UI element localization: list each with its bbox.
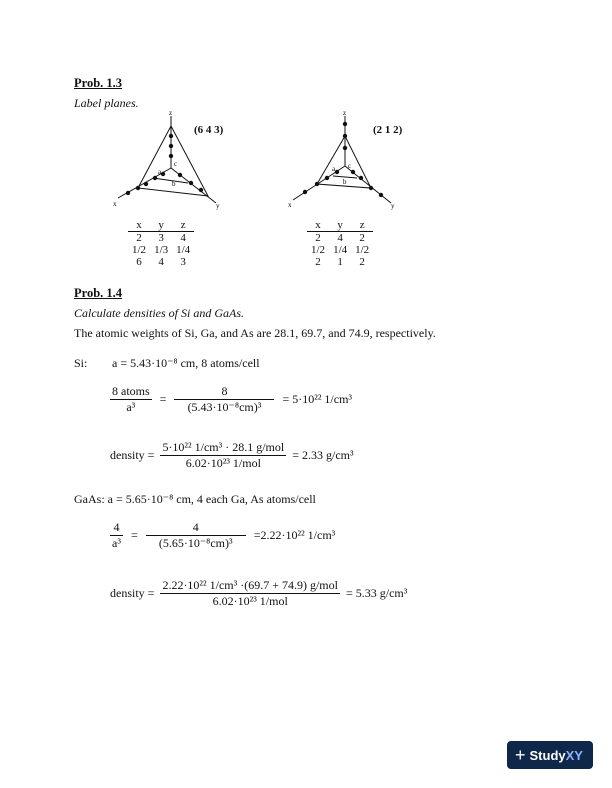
- si-label: Si:: [74, 356, 88, 370]
- fraction: $\frac{4}{\text{a³}}$: [112, 520, 121, 550]
- prob14-title: Prob. 1.4: [74, 286, 123, 300]
- table-cell: 3: [180, 256, 186, 268]
- gaas-lattice-line: GaAs: a = 5.65·10⁻⁸ cm, 4 each Ga, As atoms/cell: [74, 492, 316, 506]
- fraction: $\frac{4}{\text{(5.65·10⁻⁸cm)³}}$: [146, 520, 246, 551]
- brand-name: StudyXY: [529, 747, 583, 763]
- table-head: z: [351, 219, 373, 232]
- gaas-atom-density-equation: $\frac{4}{\text{a³}}$ = $\frac{4}{\text{(5.65·10⁻⁸cm)³}}$ =2.22·10²² 1/cm³: [112, 520, 336, 550]
- axis-x-label: x: [113, 200, 117, 208]
- table-cell: 2: [359, 256, 365, 268]
- fraction: $\frac{8}{\text{(5.43·10⁻⁸cm)³}}$: [174, 384, 274, 415]
- fraction: $\frac{\text{8 atoms}}{\text{a³}}$: [112, 384, 150, 414]
- table-cell: 1/2: [355, 244, 370, 256]
- fraction: $\frac{\text{5·10²² 1/cm³ · 28.1 g/mol}}{\text{6.02·10²³ 1/mol}}$: [162, 440, 285, 470]
- table-cell: 1/3: [154, 244, 169, 256]
- point-c-label: c: [348, 162, 352, 170]
- axis-z-label: z: [343, 109, 347, 117]
- table-cell: 6: [136, 256, 142, 268]
- si-lattice-line: a = 5.43·10⁻⁸ cm, 8 atoms/cell: [112, 356, 260, 370]
- table-head: y: [150, 219, 172, 232]
- point-a-label: a: [158, 168, 162, 176]
- axis-y-label: y: [216, 202, 220, 210]
- fraction: $\frac{\text{2.22·10²² 1/cm³ ·(69.7 + 74.9) g/mol}}{\text{6.02·10²³ 1/mol}}$: [162, 578, 338, 608]
- table-cell: 1/2: [311, 244, 326, 256]
- prob13-subtitle: Label planes.: [74, 96, 139, 110]
- point-a-label: a: [332, 165, 336, 173]
- point-b-label: b: [172, 180, 176, 188]
- table-cell: 1/2: [132, 244, 147, 256]
- table-cell: 2: [315, 256, 321, 268]
- table-cell: 4: [180, 232, 186, 244]
- table-cell: 4: [158, 256, 164, 268]
- table-cell: 2: [359, 232, 365, 244]
- plus-icon: +: [515, 744, 526, 765]
- studyxy-badge[interactable]: [507, 741, 593, 769]
- point-c-label: c: [174, 160, 178, 168]
- table-cell: 2: [315, 232, 321, 244]
- table-cell: 1/4: [176, 244, 191, 256]
- axis-z-label: z: [169, 109, 173, 117]
- miller-table-643: [128, 219, 194, 268]
- si-atom-density-equation: $\frac{\text{8 atoms}}{\text{a³}}$ = $\frac{8}{\text{(5.43·10⁻⁸cm)³}}$ = 5·10²² 1/cm³: [112, 384, 353, 414]
- table-head: x: [307, 219, 329, 232]
- table-head: x: [128, 219, 150, 232]
- miller-table-212: [307, 219, 373, 268]
- plane-label-212: (2 1 2): [373, 124, 403, 136]
- table-head: z: [172, 219, 194, 232]
- gaas-density-equation: density = $\frac{\text{2.22·10²² 1/cm³ ·(69.7 + 74.9) g/mol}}{\text{6.02·10²³ 1/mol}}$ = 5.33 g/cm³: [110, 578, 408, 608]
- prob13-title: Prob. 1.3: [74, 76, 123, 90]
- si-density-equation: density = $\frac{\text{5·10²² 1/cm³ · 28.1 g/mol}}{\text{6.02·10²³ 1/mol}}$ = 2.33 g/cm³: [110, 440, 354, 470]
- point-b-label: b: [343, 178, 347, 186]
- table-cell: 3: [158, 232, 164, 244]
- atomic-weights-text: The atomic weights of Si, Ga, and As are 28.1, 69.7, and 74.9, respectively.: [74, 326, 436, 340]
- table-cell: 1/4: [333, 244, 348, 256]
- prob14-subtitle: Calculate densities of Si and GaAs.: [74, 306, 244, 320]
- table-cell: 4: [337, 232, 343, 244]
- plane-label-643: (6 4 3): [194, 124, 224, 136]
- table-cell: 2: [136, 232, 142, 244]
- table-cell: 1: [337, 256, 343, 268]
- table-head: y: [329, 219, 351, 232]
- axis-y-label: y: [391, 202, 395, 210]
- axis-x-label: x: [288, 201, 292, 209]
